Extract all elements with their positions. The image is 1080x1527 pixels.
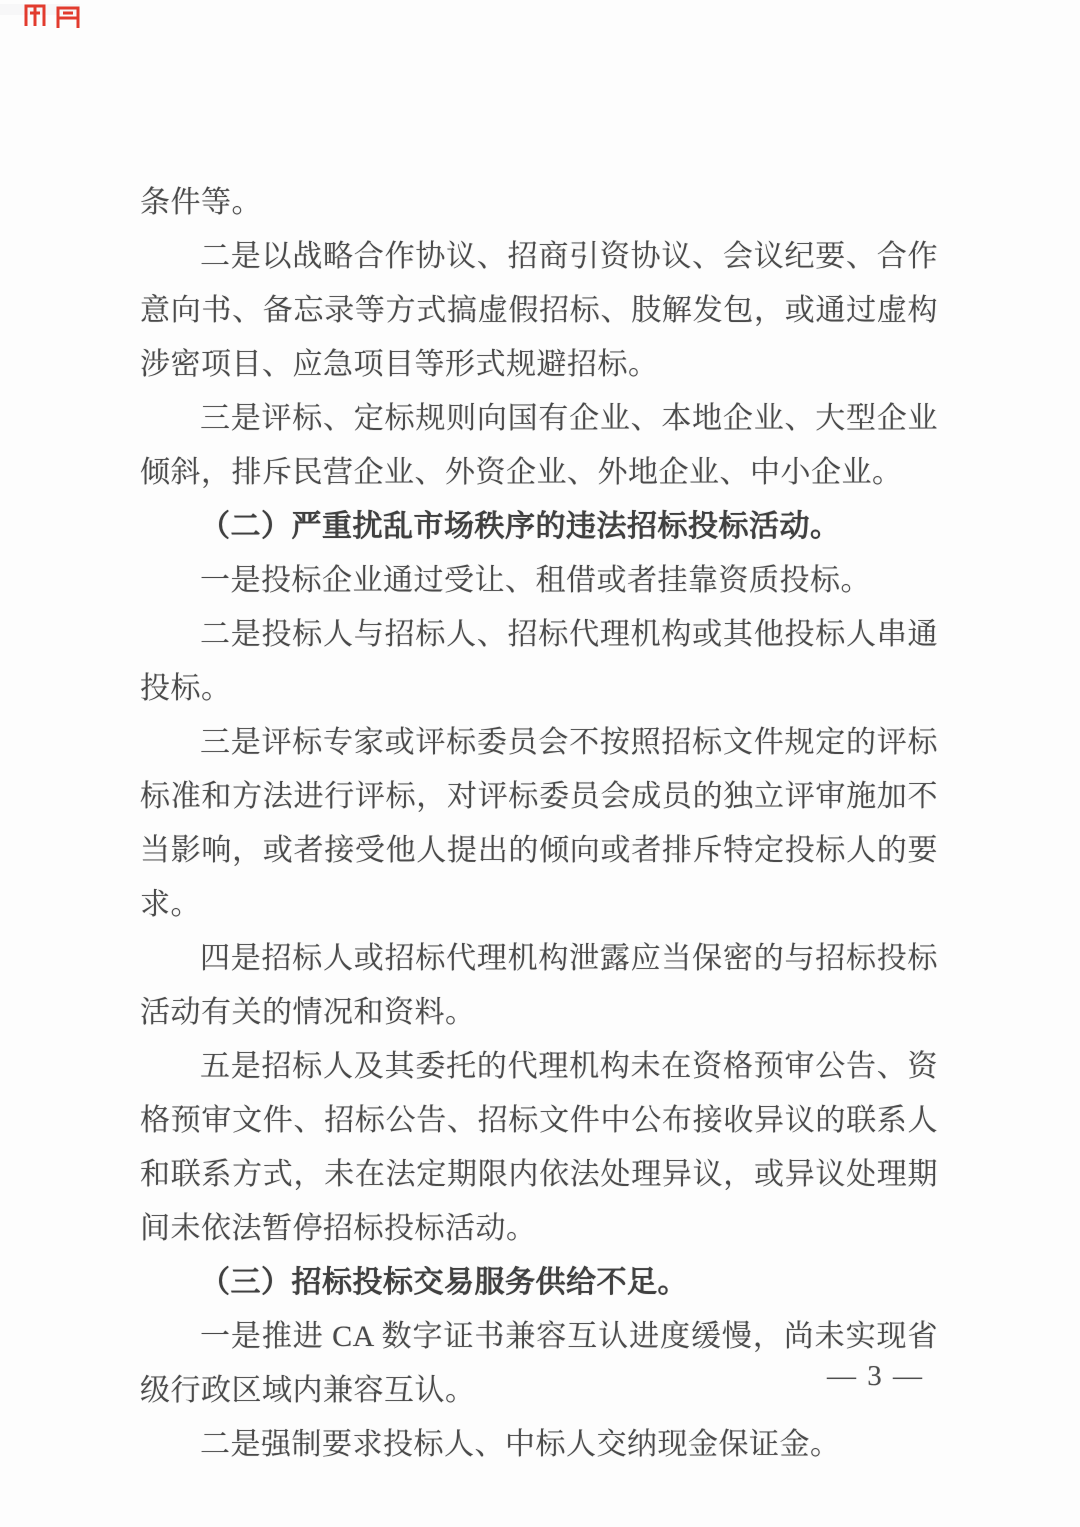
paragraph: 条件等。 [140, 186, 262, 219]
paragraph: 一是推进 CA 数字证书兼容互认进度缓慢，尚未实现省级行政区域内兼容互认。 [140, 1320, 938, 1407]
section-heading: （二）严重扰乱市场秩序的违法招标投标活动。 [200, 510, 841, 543]
paragraph: 一是投标企业通过受让、租借或者挂靠资质投标。 [200, 564, 871, 597]
paragraph: 三是评标专家或评标委员会不按照招标文件规定的评标标准和方法进行评标，对评标委员会成员的独立评审施加不当影响，或者接受他人提出的倾向或者排斥特定投标人的要求。 [140, 726, 938, 921]
page-number: — 3 — [827, 1360, 924, 1392]
paragraph: 二是以战略合作协议、招商引资协议、会议纪要、合作意向书、备忘录等方式搞虚假招标、肢解发包，或通过虚构涉密项目、应急项目等形式规避招标。 [140, 240, 938, 381]
section-heading: （三）招标投标交易服务供给不足。 [200, 1266, 688, 1299]
paragraph: 二是投标人与招标人、招标代理机构或其他投标人串通投标。 [140, 618, 938, 705]
paragraph: 四是招标人或招标代理机构泄露应当保密的与招标投标活动有关的情况和资料。 [140, 942, 938, 1029]
paragraph: 三是评标、定标规则向国有企业、本地企业、大型企业倾斜，排斥民营企业、外资企业、外地企业、中小企业。 [140, 402, 938, 489]
red-stamp-fragment-icon [24, 0, 46, 28]
red-stamp-fragment-icon [56, 4, 80, 30]
document-body [140, 176, 938, 1472]
paragraph: 五是招标人及其委托的代理机构未在资格预审公告、资格预审文件、招标公告、招标文件中公布接收异议的联系人和联系方式，未在法定期限内依法处理异议，或异议处理期间未依法暂停招标投标活动。 [140, 1050, 938, 1245]
paragraph: 二是强制要求投标人、中标人交纳现金保证金。 [200, 1428, 841, 1461]
